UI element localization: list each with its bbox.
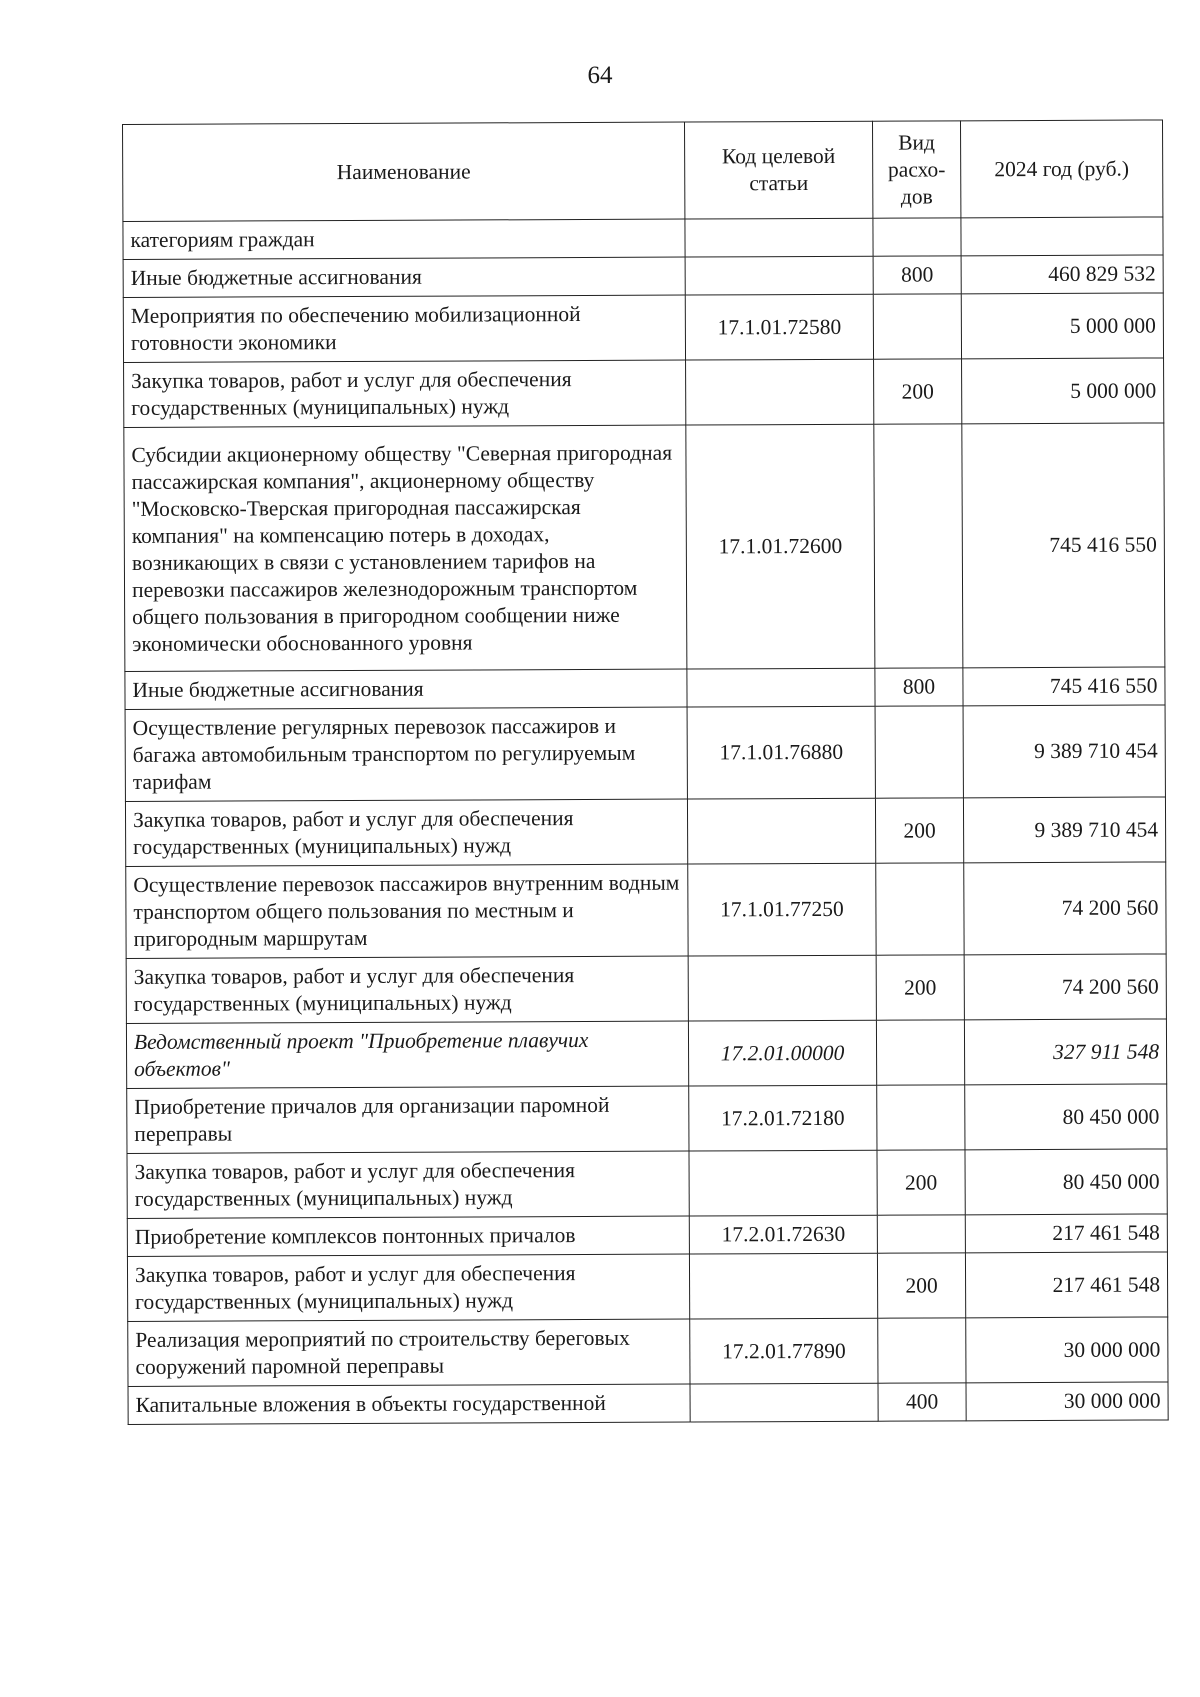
row-name-cell: Закупка товаров, работ и услуг для обеспечения государственных (муниципальных) нужд — [127, 1151, 689, 1218]
row-sum-cell: 5 000 000 — [961, 293, 1163, 359]
row-sum-cell: 9 389 710 454 — [963, 705, 1165, 798]
row-expense-type-cell: 400 — [878, 1383, 966, 1421]
row-sum-cell: 745 416 550 — [962, 423, 1165, 668]
table-row — [125, 667, 1165, 710]
table-row — [124, 358, 1164, 428]
row-expense-type-cell: 800 — [875, 668, 963, 706]
row-expense-type-cell — [876, 1020, 964, 1085]
row-sum-cell: 745 416 550 — [963, 667, 1165, 706]
table-row — [128, 1317, 1168, 1387]
table-row — [125, 797, 1165, 867]
row-name-cell: Осуществление перевозок пассажиров внутренним водным транспортом общего пользования по местным и пригородным маршрутам — [126, 864, 688, 958]
row-name-cell: категориям граждан — [123, 219, 685, 259]
row-code-cell: 17.2.01.72180 — [689, 1085, 877, 1151]
header-row — [123, 120, 1163, 222]
row-name-cell: Иные бюджетные ассигнования — [125, 669, 687, 709]
row-sum-cell — [961, 217, 1163, 256]
row-expense-type-cell — [874, 424, 963, 668]
header-code: Код целевой статьи — [684, 121, 872, 219]
row-sum-cell: 30 000 000 — [966, 1382, 1168, 1421]
table-header — [123, 120, 1163, 222]
row-sum-cell: 217 461 548 — [965, 1252, 1167, 1318]
table-row — [127, 1252, 1167, 1322]
row-sum-cell: 460 829 532 — [961, 255, 1163, 294]
row-name-cell: Закупка товаров, работ и услуг для обеспечения государственных (муниципальных) нужд — [126, 956, 688, 1023]
table-row — [126, 1019, 1166, 1089]
row-name-cell: Приобретение комплексов понтонных причалов — [127, 1216, 689, 1256]
row-expense-type-cell: 200 — [876, 955, 964, 1020]
row-expense-type-cell — [876, 863, 964, 955]
table-row — [127, 1214, 1167, 1257]
row-expense-type-cell — [873, 218, 961, 256]
table-row — [123, 217, 1163, 260]
row-code-cell — [687, 798, 875, 864]
row-sum-cell: 5 000 000 — [962, 358, 1164, 424]
table-row — [124, 423, 1165, 672]
table-row — [125, 705, 1165, 802]
table-row — [128, 1382, 1168, 1425]
budget-table — [122, 119, 1169, 1425]
row-expense-type-cell — [877, 1215, 965, 1253]
row-sum-cell: 327 911 548 — [964, 1019, 1166, 1085]
table-body — [123, 217, 1168, 1425]
row-expense-type-cell: 200 — [875, 798, 963, 863]
table-row — [123, 293, 1163, 363]
row-sum-cell: 80 450 000 — [965, 1149, 1167, 1215]
row-code-cell: 17.1.01.72600 — [686, 424, 875, 669]
table-row — [127, 1084, 1167, 1154]
row-code-cell: 17.2.01.72630 — [689, 1215, 877, 1254]
page-number: 64 — [587, 62, 613, 89]
row-sum-cell: 80 450 000 — [965, 1084, 1167, 1150]
table-row — [127, 1149, 1167, 1219]
row-sum-cell: 74 200 560 — [964, 954, 1166, 1020]
row-code-cell: 17.2.01.00000 — [688, 1020, 876, 1086]
table-row — [126, 862, 1166, 959]
row-expense-type-cell: 800 — [873, 256, 961, 294]
row-code-cell — [685, 218, 873, 257]
row-name-cell: Ведомственный проект "Приобретение плавучих объектов" — [126, 1021, 688, 1088]
row-name-cell: Капитальные вложения в объекты государственной — [128, 1384, 690, 1424]
row-expense-type-cell — [878, 1318, 966, 1383]
header-sum-2024: 2024 год (руб.) — [960, 120, 1162, 218]
row-expense-type-cell — [873, 294, 961, 359]
table-row — [126, 954, 1166, 1024]
row-name-cell: Реализация мероприятий по строительству береговых сооружений паромной переправы — [128, 1319, 690, 1386]
row-name-cell: Субсидии акционерному обществу "Северная пригородная пассажирская компания", акционерному обществу "Московско-Тверская пригородная пассажирская компания" на компенсацию потерь в доходах, возникающих в связи с установлением тарифов на перевозки пассажиров железнодорожным транспортом общего пользования в пригородном сообщении ниже экономически обоснованного уровня — [124, 425, 687, 671]
row-name-cell: Закупка товаров, работ и услуг для обеспечения государственных (муниципальных) нужд — [124, 360, 686, 427]
row-code-cell — [685, 256, 873, 295]
row-name-cell: Осуществление регулярных перевозок пассажиров и багажа автомобильным транспортом по регулируемым тарифам — [125, 707, 687, 801]
row-expense-type-cell: 200 — [877, 1253, 965, 1318]
row-code-cell — [688, 955, 876, 1021]
row-sum-cell: 30 000 000 — [966, 1317, 1168, 1383]
row-expense-type-cell — [877, 1085, 965, 1150]
row-name-cell: Закупка товаров, работ и услуг для обеспечения государственных (муниципальных) нужд — [127, 1254, 689, 1321]
row-sum-cell: 74 200 560 — [964, 862, 1166, 955]
row-expense-type-cell — [875, 706, 963, 798]
row-name-cell: Иные бюджетные ассигнования — [123, 257, 685, 297]
row-code-cell — [689, 1150, 877, 1216]
row-code-cell — [690, 1383, 878, 1422]
header-name: Наименование — [123, 122, 685, 221]
row-code-cell: 17.1.01.76880 — [687, 706, 875, 799]
row-code-cell: 17.2.01.77890 — [690, 1318, 878, 1384]
row-code-cell — [686, 359, 874, 425]
row-name-cell: Приобретение причалов для организации паромной переправы — [127, 1086, 689, 1153]
row-sum-cell: 9 389 710 454 — [963, 797, 1165, 863]
header-expense-type: Вид расхо-дов — [872, 121, 960, 218]
row-code-cell — [689, 1253, 877, 1319]
row-expense-type-cell: 200 — [874, 359, 962, 424]
row-expense-type-cell: 200 — [877, 1150, 965, 1215]
row-code-cell: 17.1.01.72580 — [685, 294, 873, 360]
row-code-cell — [687, 668, 875, 707]
row-name-cell: Закупка товаров, работ и услуг для обеспечения государственных (муниципальных) нужд — [125, 799, 687, 866]
row-name-cell: Мероприятия по обеспечению мобилизационной готовности экономики — [123, 295, 685, 362]
row-sum-cell: 217 461 548 — [965, 1214, 1167, 1253]
row-code-cell: 17.1.01.77250 — [688, 863, 876, 956]
table-row — [123, 255, 1163, 298]
